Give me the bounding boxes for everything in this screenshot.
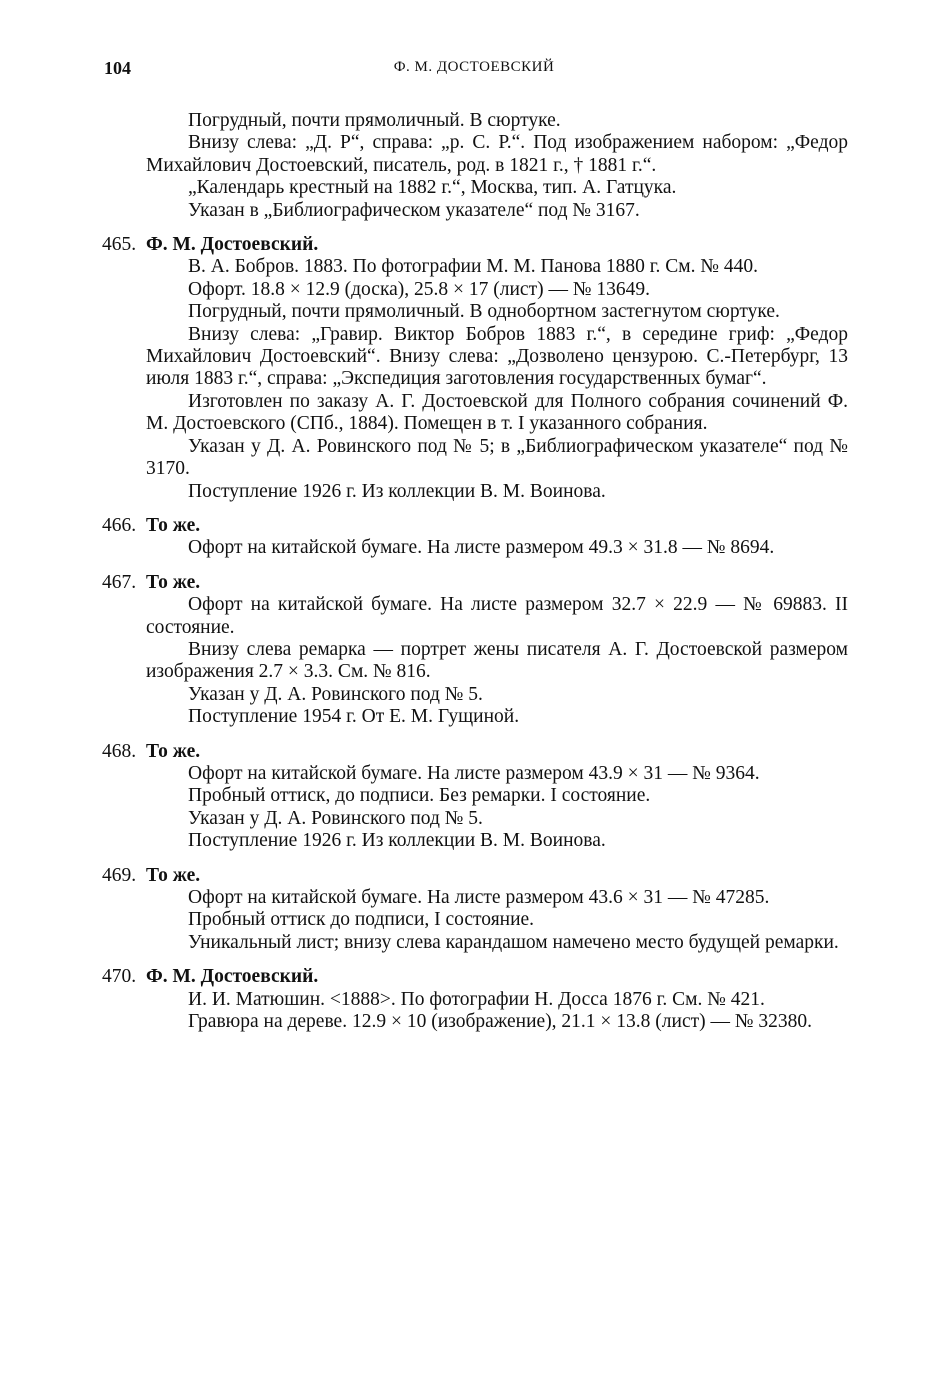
- entry-heading: [102, 740, 848, 763]
- paragraph: Погрудный, почти прямоличный. В однобортном застегнутом сюртуке.: [188, 301, 780, 323]
- page-number: 104: [104, 58, 131, 78]
- entry-heading: [102, 234, 848, 256]
- paragraph: Уникальный лист; внизу слева карандашом намечено место будущей ремарки.: [188, 931, 839, 953]
- paragraph: Внизу слева ремарка — портрет жены писателя А. Г. Достоевской размером изображения 2.7 × 3.3. См. № 816.: [146, 638, 848, 683]
- entry-number: 466.: [102, 514, 137, 536]
- catalog-entry-470: [102, 966, 848, 1033]
- running-title: Ф. М. ДОСТОЕВСКИЙ: [393, 59, 555, 75]
- entry-title: То же.: [146, 864, 201, 886]
- entry-heading: [102, 864, 848, 887]
- paragraph: Офорт на китайской бумаге. На листе размером 43.6 × 31 — № 47285.: [188, 887, 770, 908]
- entry-title: То же.: [146, 740, 201, 762]
- paragraph: Гравюра на дереве. 12.9 × 10 (изображение), 21.1 × 13.8 (лист) — № 32380.: [188, 1011, 812, 1033]
- paragraph: И. И. Матюшин. <1888>. По фотографии Н. Досса 1876 г. См. № 421.: [188, 988, 765, 1010]
- paragraph: „Календарь крестный на 1882 г.“, Москва, тип. А. Гатцука.: [188, 177, 677, 199]
- paragraph: Пробный оттиск, до подписи. Без ремарки. I состояние.: [188, 785, 651, 807]
- paragraph: Поступление 1926 г. Из коллекции В. М. Воинова.: [188, 480, 606, 502]
- catalog-entry-469: [102, 864, 848, 955]
- paragraph: Поступление 1954 г. От Е. М. Гущиной.: [188, 706, 520, 728]
- entry-title: То же.: [146, 571, 201, 593]
- entry-number: 468.: [102, 740, 137, 762]
- paragraph: Внизу слева: „Д. Р“, справа: „р. С. Р.“. Под изображением набором: „Федор Михайлович Достоевский, писатель, род. в 1821 г., † 1881 г.“.: [146, 132, 848, 176]
- paragraph: Пробный оттиск до подписи, I состояние.: [188, 909, 535, 931]
- paragraph: Внизу слева: „Гравир. Виктор Бобров 1883 г.“, в середине гриф: „Федор Михайлович Достоевский“. Внизу слева: „Дозволено цензурою. С.-Петербург, 13 июля 1883 г.“, справа: „Экспедиция заготовления государственных бумаг“.: [146, 323, 848, 390]
- entry-number: 469.: [102, 864, 137, 886]
- paragraph: Изготовлен по заказу А. Г. Достоевской для Полного собрания сочинений Ф. М. Достоевского (СПб., 1884). Помещен в т. I указанного собрания.: [146, 390, 848, 435]
- entry-heading: [102, 966, 848, 988]
- page-body: [102, 110, 848, 1033]
- catalog-entry-466: [102, 514, 848, 560]
- paragraph: Указан в „Библиографическом указателе“ под № 3167.: [188, 199, 640, 221]
- paragraph: Указан у Д. А. Ровинского под № 5.: [188, 683, 483, 705]
- entry-title: Ф. М. Достоевский.: [146, 966, 319, 988]
- entry-number: 465.: [102, 234, 137, 256]
- intro-block: [146, 110, 848, 222]
- paragraph: Офорт на китайской бумаге. На листе размером 32.7 × 22.9 — № 69883. II состояние.: [146, 594, 848, 638]
- entry-heading: [102, 571, 848, 594]
- paragraph: Офорт на китайской бумаге. На листе размером 49.3 × 31.8 — № 8694.: [188, 537, 775, 559]
- paragraph: Указан у Д. А. Ровинского под № 5.: [188, 807, 483, 829]
- paragraph: Погрудный, почти прямоличный. В сюртуке.: [188, 110, 561, 131]
- entry-heading: [102, 514, 848, 537]
- catalog-entry-465: [102, 234, 848, 503]
- catalog-entry-467: [102, 571, 848, 729]
- running-head: [104, 58, 844, 82]
- entry-title: Ф. М. Достоевский.: [146, 234, 319, 256]
- paragraph: Указан у Д. А. Ровинского под № 5; в „Библиографическом указателе“ под № 3170.: [146, 435, 848, 480]
- entry-number: 470.: [102, 966, 137, 988]
- entry-title: То же.: [146, 514, 201, 536]
- paragraph: Офорт на китайской бумаге. На листе размером 43.9 × 31 — № 9364.: [188, 762, 760, 784]
- paragraph: Поступление 1926 г. Из коллекции В. М. Воинова.: [188, 830, 606, 852]
- entry-number: 467.: [102, 571, 137, 593]
- paragraph: В. А. Бобров. 1883. По фотографии М. М. Панова 1880 г. См. № 440.: [188, 256, 759, 278]
- paragraph: Офорт. 18.8 × 12.9 (доска), 25.8 × 17 (лист) — № 13649.: [188, 278, 650, 300]
- catalog-entry-468: [102, 740, 848, 853]
